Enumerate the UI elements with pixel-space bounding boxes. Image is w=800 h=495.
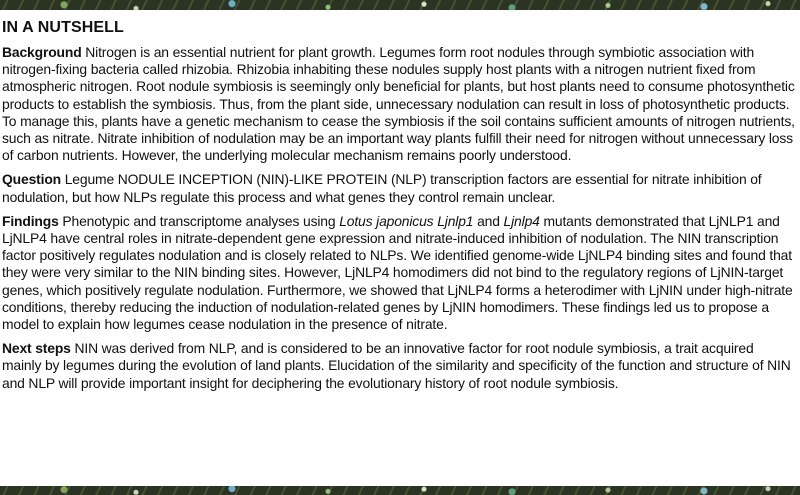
question-paragraph bbox=[2, 171, 796, 205]
section-heading: IN A NUTSHELL bbox=[2, 19, 124, 36]
next-steps-paragraph bbox=[2, 340, 796, 392]
question-text: Legume NODULE INCEPTION (NIN)-LIKE PROTEIN (NLP) transcription factors are essential for nitrate inhibition of nodulation, but how NLPs regulate this process and what genes they control remain unclear. bbox=[2, 171, 762, 205]
findings-text-intro: Phenotypic and transcriptome analyses using bbox=[62, 212, 336, 229]
findings-conjunction: and bbox=[477, 212, 500, 229]
mutant-ljnlp4: Ljnlp4 bbox=[503, 212, 540, 229]
background-paragraph bbox=[2, 44, 796, 164]
decorative-bottom-border bbox=[0, 486, 800, 495]
nutshell-summary-panel bbox=[0, 10, 800, 486]
background-text: Nitrogen is an essential nutrient for plant growth. Legumes form root nodules through symbiotic association with nitrogen-fixing bacteria called rhizobia. Rhizobia inhabiting these nodules supply host plants with a nitrogen nutrient fixed from atmospheric nitrogen. Root nodule symbiosis is seemingly only beneficial for plants, but host plants need to consume photosynthetic products to establish the symbiosis. Thus, from the plant side, unnecessary nodulation can result in loss of photosynthetic products. To manage this, plants have a genetic mechanism to cease the symbiosis if the soil contains sufficient amounts of nitrogen nutrients, such as nitrate. Nitrate inhibition of nodulation may be an important way plants fulfill their need for nitrogen without unnecessary loss of carbon nutrients. However, the underlying molecular mechanism remains poorly understood. bbox=[2, 44, 795, 164]
next-steps-text: NIN was derived from NLP, and is considered to be an innovative factor for root nodule symbiosis, a trait acquired mainly by legumes during the evolution of land plants. Elucidation of the similarity and specificity of the function and structure of NIN and NLP will provide important insight for deciphering the evolutionary history of root nodule symbiosis. bbox=[2, 340, 791, 391]
next-steps-label: Next steps bbox=[2, 340, 71, 357]
findings-label: Findings bbox=[2, 212, 59, 229]
findings-text-body: mutants demonstrated that LjNLP1 and LjNLP4 have central roles in nitrate-dependent gene expression and nitrate-induced inhibition of nodulation. The NIN transcription factor positively regulates nodulation and is closely related to NLPs. We identified genome-wide LjNLP4 binding sites and found that they were very similar to the NIN binding sites. However, LjNLP4 homodimers did not bind to the regulatory regions of LjNIN-target genes, which positively regulate nodulation. Furthermore, we showed that LjNLP4 forms a heterodimer with LjNIN under high-nitrate conditions, thereby reducing the induction of nodulation-related genes by LjNIN homodimers. These findings led us to propose a model to explain how legumes cease nodulation in the presence of nitrate. bbox=[2, 212, 793, 333]
findings-paragraph bbox=[2, 213, 796, 333]
mutant-ljnlp1: Ljnlp1 bbox=[437, 212, 474, 229]
background-label: Background bbox=[2, 44, 82, 60]
question-label: Question bbox=[2, 171, 61, 188]
species-name: Lotus japonicus bbox=[339, 212, 434, 229]
